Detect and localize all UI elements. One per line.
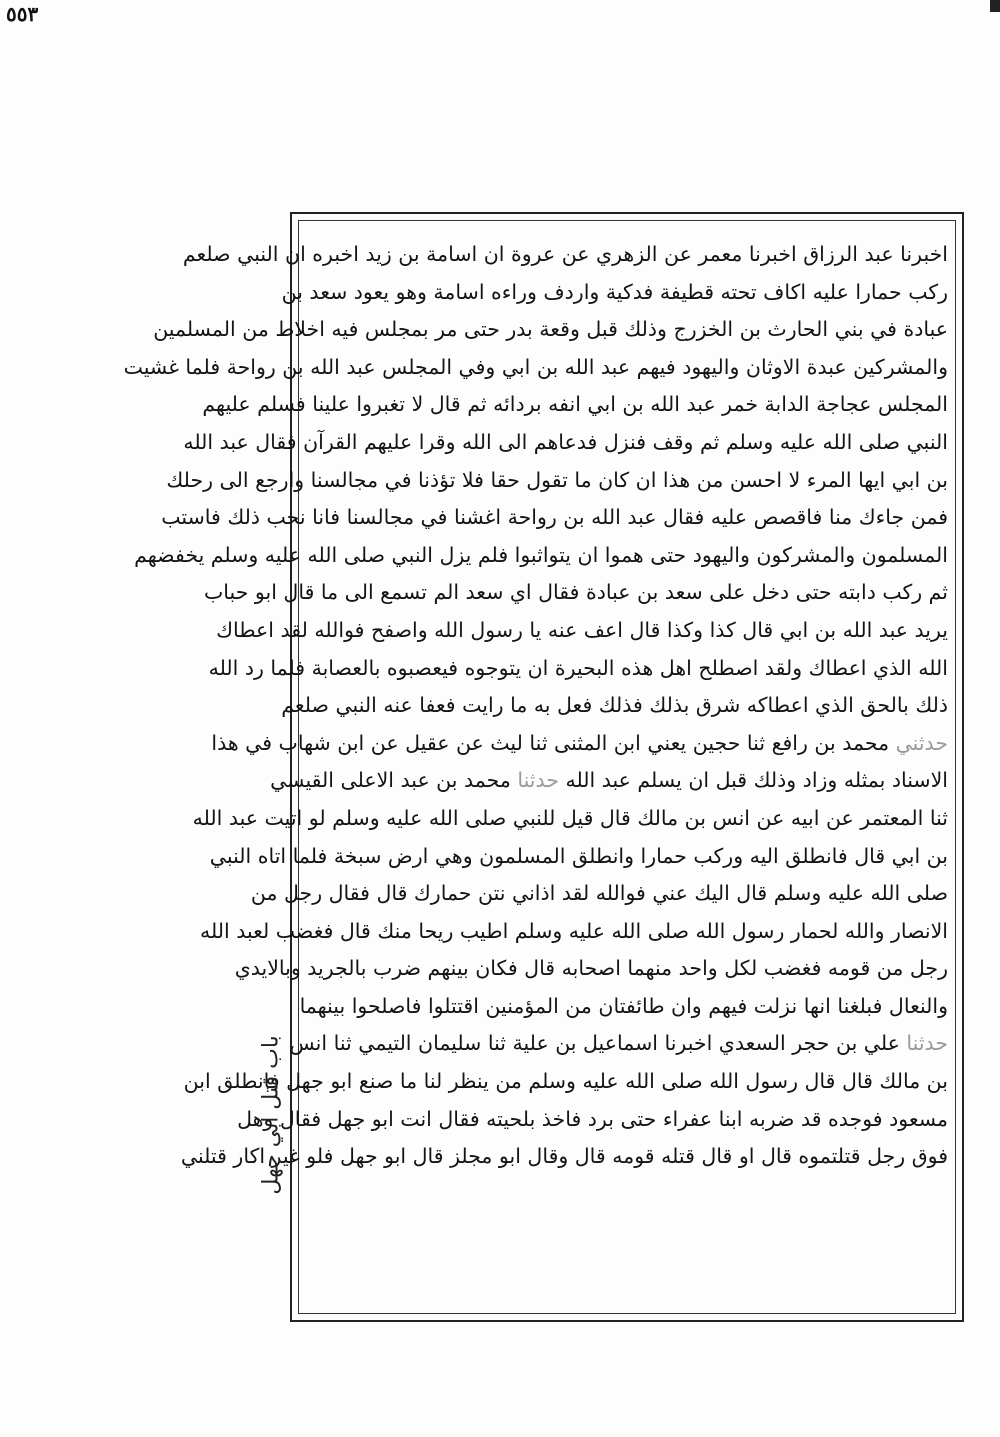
- margin-chapter-heading: [236, 1020, 306, 1210]
- text-segment: فمن جاءك منا فاقصص عليه فقال عبد الله بن رواحة اغشنا في مجالسنا فانا نحب ذلك فاستب: [161, 505, 948, 530]
- text-segment: عبادة في بني الحارث بن الخزرج وذلك قبل وقعة بدر حتى مر بمجلس فيه اخلاط من المسلمين: [153, 317, 948, 342]
- text-line: [209, 838, 948, 876]
- narration-keyword: حدثني: [895, 730, 948, 755]
- text-segment: بن ابي قال فانطلق اليه وركب حمارا وانطلق المسلمون وهي ارض سبخة فلما اتاه النبي: [209, 843, 948, 868]
- text-line: [204, 574, 948, 612]
- text-segment: والمشركين عبدة الاوثان واليهود فيهم عبد الله بن ابي وفي المجلس عبد الله بن رواحة فلما غشيت: [123, 354, 948, 379]
- text-line: [161, 499, 948, 537]
- text-line: [199, 913, 948, 951]
- narration-keyword: حدثنا: [906, 1031, 948, 1056]
- text-segment: ثم ركب دابته حتى دخل على سعد بن عبادة فقال اي سعد الم تسمع الى ما قال ابو حباب: [204, 580, 948, 605]
- text-segment: الله الذي اعطاك ولقد اصطلح اهل هذه البحيرة ان يتوجوه فيعصبوه بالعصابة فلما رد الله: [208, 655, 948, 680]
- text-segment: بن مالك قال قال رسول الله صلى الله عليه وسلم من ينظر لنا ما صنع ابو جهل فانطلق ابن: [183, 1069, 948, 1094]
- text-line: [192, 800, 948, 838]
- text-segment: ذلك بالحق الذي اعطاكه شرق بذلك فذلك فعل به ما رايت فعفا عنه النبي صلعم: [281, 693, 948, 718]
- text-segment: رجل من قومه فغضب لكل واحد منهما اصحابه قال فكان بينهم ضرب بالجريد وبالايدي: [234, 956, 948, 981]
- text-segment: فوق رجل قتلتموه قال او قال قتله قومه قال وقال ابو مجلز قال ابو جهل فلو غير اكار قتلني: [180, 1144, 948, 1169]
- text-line: [216, 612, 948, 650]
- text-line: [183, 1063, 948, 1101]
- text-segment: النبي صلى الله عليه وسلم ثم وقف فنزل فدعاهم الى الله وقرا عليهم القرآن فقال عبد الله: [183, 429, 948, 454]
- text-line: [208, 650, 948, 688]
- text-segment: علي بن حجر السعدي اخبرنا اسماعيل بن علية ثنا سليمان التيمي ثنا انس: [289, 1031, 907, 1056]
- text-line: [211, 725, 948, 763]
- text-line: [234, 950, 948, 988]
- margin-note-text: باب قتل ابي جهل: [258, 1035, 284, 1195]
- corner-mark: [990, 0, 1000, 12]
- text-segment: مسعود فوجده قد ضربه ابنا عفراء حتى برد فاخذ بلحيته فقال انت ابو جهل فقال وهل: [237, 1106, 948, 1131]
- text-line: [182, 236, 948, 274]
- text-segment: الاسناد بمثله وزاد وذلك قبل ان يسلم عبد الله: [558, 768, 948, 793]
- narration-keyword: حدثنا: [517, 768, 559, 793]
- text-line: [166, 462, 948, 500]
- text-line: [281, 687, 948, 725]
- text-line: [281, 274, 948, 312]
- text-segment: محمد بن رافع ثنا حجين يعني ابن المثنى ثنا ليث عن عقيل عن ابن شهاب في هذا: [211, 730, 896, 755]
- text-line: [134, 537, 948, 575]
- text-line: [270, 762, 948, 800]
- text-segment: اخبرنا عبد الرزاق اخبرنا معمر عن الزهري عن عروة ان اسامة بن زيد اخبره ان النبي صلعم: [182, 242, 948, 266]
- text-line: [299, 988, 948, 1026]
- text-line: [250, 875, 948, 913]
- text-line: [183, 424, 948, 462]
- text-segment: والنعال فبلغنا انها نزلت فيهم وان طائفتان من المؤمنين اقتتلوا فاصلحوا بينهما: [299, 993, 948, 1018]
- text-line: [123, 349, 948, 387]
- text-segment: صلى الله عليه وسلم قال اليك عني فوالله لقد اذاني نتن حمارك قال فقال رجل من: [250, 881, 948, 906]
- text-line: [153, 311, 948, 349]
- page-number: ٥٥٣: [6, 2, 39, 26]
- text-segment: ثنا المعتمر عن ابيه عن انس بن مالك قال قيل للنبي صلى الله عليه وسلم لو اتيت عبد الله: [192, 805, 948, 830]
- text-segment: ركب حمارا عليه اكاف تحته قطيفة فدكية واردف وراءه اسامة وهو يعود سعد بن: [281, 279, 948, 304]
- text-line: [202, 386, 948, 424]
- text-line: [237, 1101, 948, 1139]
- text-segment: الانصار والله لحمار رسول الله صلى الله عليه وسلم اطيب ريحا منك قال فغضب لعبد الله: [199, 918, 948, 943]
- text-segment: بن ابي ايها المرء لا احسن من هذا ان كان ما تقول حقا فلا تؤذنا في مجالسنا وارجع الى رحلك: [166, 467, 948, 492]
- text-segment: يريد عبد الله بن ابي قال كذا وكذا قال اعف عنه يا رسول الله واصفح فوالله لقد اعطاك: [216, 617, 948, 642]
- text-line: [289, 1025, 948, 1063]
- text-line: [180, 1138, 948, 1176]
- text-segment: محمد بن عبد الاعلى القيسي: [270, 768, 518, 793]
- text-segment: المسلمون والمشركون واليهود حتى هموا ان يتواثبوا فلم يزل النبي صلى الله عليه وسلم يخفضهم: [134, 542, 948, 567]
- text-segment: المجلس عجاجة الدابة خمر عبد الله بن ابي انفه بردائه ثم قال لا تغبروا علينا فسلم عليهم: [202, 392, 948, 417]
